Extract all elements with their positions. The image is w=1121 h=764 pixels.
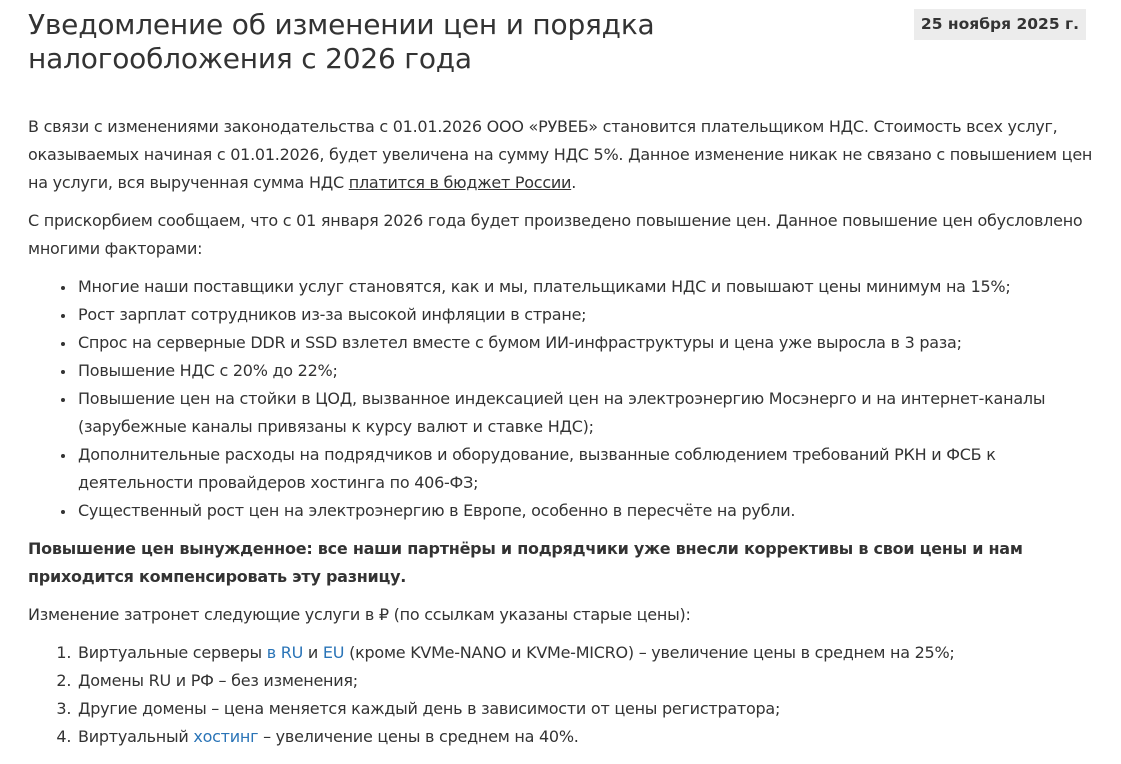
list-item-hosting xyxy=(76,723,1100,751)
vps-suffix: (кроме KVMe-NANO и KVMe-MICRO) – увеличение цены в среднем на 25%; xyxy=(344,643,955,662)
hosting-link[interactable]: хостинг xyxy=(193,727,259,746)
list-item-other-domains: 3. Другие домены – цена меняется каждый день в зависимости от цены регистратора; xyxy=(76,695,1100,723)
factors-list xyxy=(28,273,1100,525)
list-item: • Многие наши поставщики услуг становятся, как и мы, плательщиками НДС и повышают цены минимум на 15%; xyxy=(76,273,1100,301)
list-item: • Дополнительные расходы на подрядчиков и оборудование, вызванные соблюдением требований РКН и ФСБ к деятельности провайдеров хостинга по 406-ФЗ; xyxy=(76,441,1100,497)
affected-intro: Изменение затронет следующие услуги в ₽ (по ссылкам указаны старые цены): xyxy=(28,605,691,624)
intro-text-end: . xyxy=(571,173,577,192)
list-item: • Рост зарплат сотрудников из-за высокой инфляции в стране; xyxy=(76,301,1100,329)
hosting-prefix: Виртуальный xyxy=(78,727,194,746)
list-item-domains-ru: 2. Домены RU и РФ – без изменения; xyxy=(76,667,1100,695)
list-item: • Существенный рост цен на электроэнергию в Европе, особенно в пересчёте на рубли. xyxy=(76,497,1100,525)
notice-content xyxy=(28,113,1100,761)
vps-prefix: Виртуальные серверы xyxy=(78,643,267,662)
list-item: • Спрос на серверные DDR и SSD взлетел вместе с бумом ИИ-инфраструктуры и цена уже выросла в 3 раза; xyxy=(76,329,1100,357)
vps-between: и xyxy=(303,643,323,662)
list-item: • Повышение НДС с 20% до 22%; xyxy=(76,357,1100,385)
notice-header xyxy=(28,0,1100,92)
list-item-vps xyxy=(76,639,1100,667)
budget-link[interactable]: платится в бюджет России xyxy=(348,173,572,192)
notice-page xyxy=(28,0,1100,746)
list-item: • Повышение цен на стойки в ЦОД, вызванное индексацией цен на электроэнергию Мосэнерго и на интернет-каналы (зарубежные каналы привязаны к курсу валют и ставке НДС); xyxy=(76,385,1100,441)
price-increase-paragraph: С прискорбием сообщаем, что с 01 января 2026 года будет произведено повышение цен. Данное повышение цен обусловлено многими факторами: xyxy=(28,211,1083,258)
page-title: Уведомление об изменении цен и порядка налогообложения с 2026 года xyxy=(28,8,655,75)
vps-eu-link[interactable]: EU xyxy=(322,643,345,662)
date-badge: 25 ноября 2025 г. xyxy=(914,9,1086,40)
hosting-suffix: – увеличение цены в среднем на 40%. xyxy=(258,727,579,746)
forced-notice: Повышение цен вынужденное: все наши партнёры и подрядчики уже внесли коррективы в свои цены и нам приходится компенсировать эту разницу. xyxy=(28,539,1023,586)
intro-paragraph xyxy=(28,113,1100,197)
services-list xyxy=(28,639,1100,751)
vps-ru-link[interactable]: в RU xyxy=(266,643,304,662)
intro-text: В связи с изменениями законодательства с 01.01.2026 ООО «РУВЕБ» становится плательщиком НДС. Стоимость всех услуг, оказываемых начиная с 01.01.2026, будет увеличена на сумму НДС 5%. Данное изменение никак не связано с повышением цен на услуги, вся вырученная сумма НДС xyxy=(28,117,1093,192)
